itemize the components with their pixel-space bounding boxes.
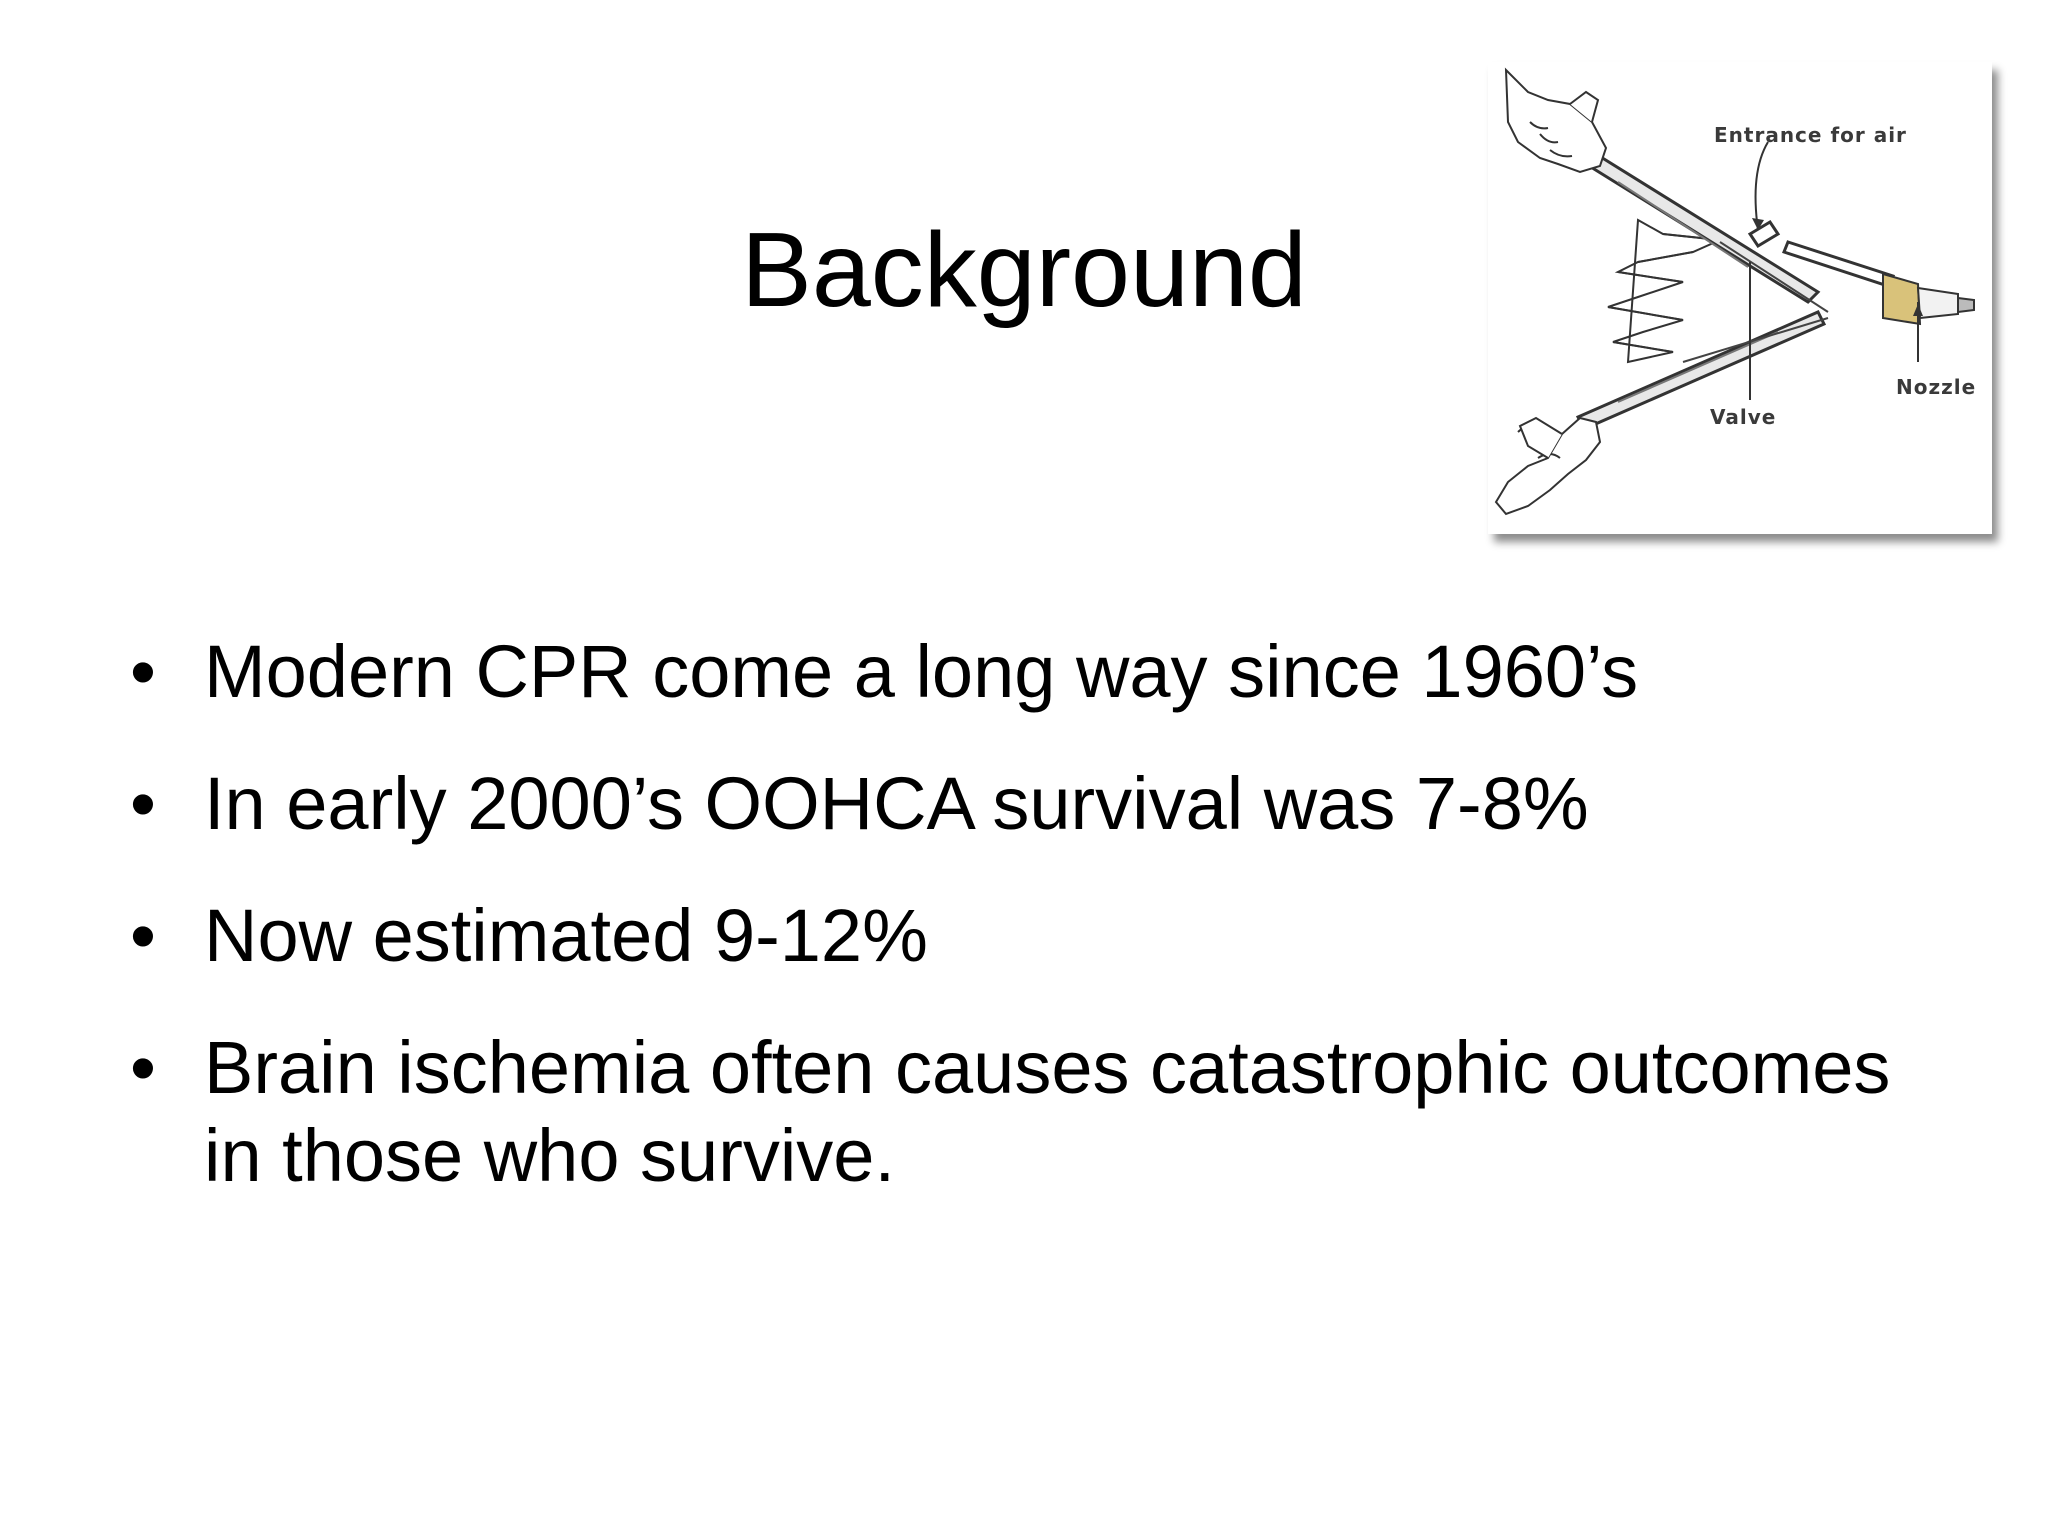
- bullet-dot: •: [130, 1026, 156, 1109]
- upper-arm: [1586, 154, 1818, 302]
- slide-title: Background: [741, 211, 1307, 329]
- label-entrance-for-air: Entrance for air: [1714, 123, 1907, 147]
- bullet-item: [120, 892, 1940, 980]
- bellows-diagram: [1488, 62, 1992, 534]
- hand-icon: [1506, 70, 1606, 172]
- hand-icon: [1496, 418, 1600, 514]
- bullet-text: Now estimated 9-12%: [204, 894, 928, 977]
- label-nozzle: Nozzle: [1896, 375, 1977, 399]
- label-valve: Valve: [1710, 405, 1777, 429]
- bullet-dot: •: [130, 762, 156, 845]
- bullet-list: [120, 628, 1940, 1200]
- bellows-figure: [1488, 62, 1992, 534]
- bellows-icon: [1608, 220, 1720, 362]
- bullet-text: Brain ischemia often causes catastrophic outcomes in those who survive.: [204, 1026, 1891, 1197]
- bullet-item: [120, 760, 1940, 848]
- bullet-item: [120, 1024, 1940, 1200]
- bullet-text: Modern CPR come a long way since 1960’s: [204, 630, 1639, 713]
- bullet-dot: •: [130, 630, 156, 713]
- bullet-dot: •: [130, 894, 156, 977]
- bullet-text: In early 2000’s OOHCA survival was 7-8%: [204, 762, 1589, 845]
- nozzle-icon: [1883, 274, 1974, 324]
- bullet-item: [120, 628, 1940, 716]
